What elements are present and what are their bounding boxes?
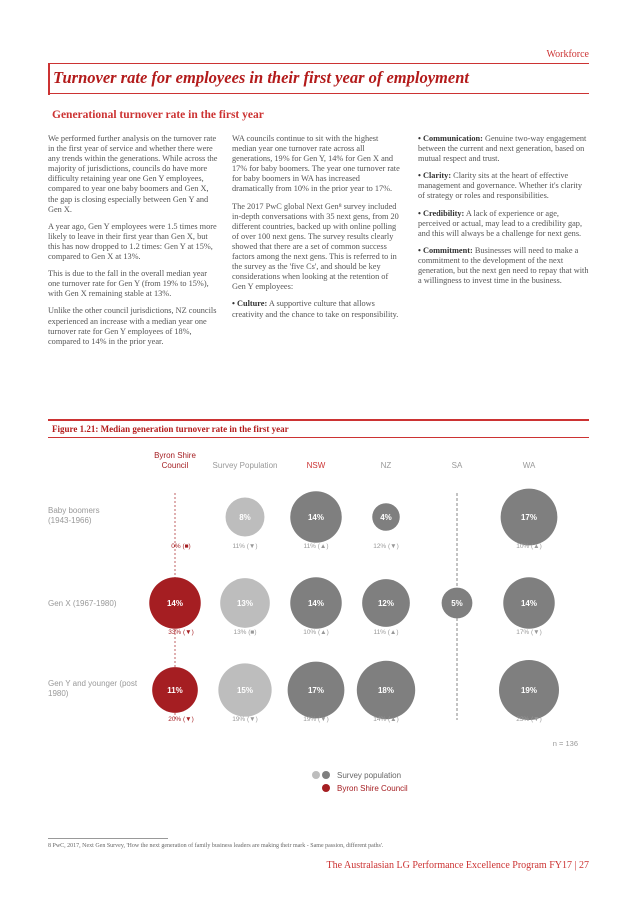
change-label: 17% (▼) (516, 629, 542, 636)
bubble-value: 8% (239, 513, 251, 522)
figure-rule-top (48, 419, 589, 421)
bubble-value: 15% (236, 686, 254, 695)
bullet-label: • Clarity: (418, 171, 452, 181)
bubble-value: 5% (451, 599, 463, 608)
title-rule (48, 93, 589, 94)
paragraph: A year ago, Gen Y employees were 1.5 times more likely to leave in their first year than Gen X, but this has now dropped to 1.2 times: Gen Y at 15%, compared to Gen X at 13%. (48, 221, 217, 262)
page-footer: The Australasian LG Performance Excellence Program FY17 | 27 (326, 860, 589, 871)
legend-swatch (312, 771, 320, 779)
paragraph: Unlike the other council jurisdictions, NZ councils experienced an increase with a median year one turnover rate for Gen Y employees of 18%, compared to 14% in the prior year. (48, 306, 217, 346)
bubble-value: 17% (307, 686, 325, 695)
sample-size-note: n = 136 (552, 739, 578, 748)
title-accent-bar (48, 63, 50, 95)
change-label: 12% (▼) (373, 543, 399, 550)
bullet-label: • Commitment: (418, 245, 473, 255)
bullet-label: • Credibility: (418, 208, 465, 218)
bubble-value: 19% (520, 686, 538, 695)
change-label: 19% (▼) (232, 716, 258, 723)
legend-label: Byron Shire Council (337, 784, 408, 793)
change-label: 10% (▲) (516, 543, 542, 550)
row-label: (1943-1966) (48, 516, 92, 525)
change-label: 20% (▼) (168, 716, 194, 723)
section-tag: Workforce (546, 49, 589, 60)
bubble-value: 18% (377, 686, 395, 695)
change-label: 0% (■) (171, 543, 191, 550)
change-label: 19% (▼) (303, 716, 329, 723)
change-label: 11% (▼) (232, 543, 258, 550)
column-header: SA (451, 461, 463, 470)
figure-title: Figure 1.21: Median generation turnover rate in the first year (52, 424, 289, 434)
bullet-communication (418, 134, 590, 164)
bullet-text: A supportive culture that allows creativity and the chance to take on responsibility. (232, 299, 399, 319)
text-column-3 (418, 134, 590, 293)
column-header: Council (161, 461, 189, 470)
change-label: 11% (▲) (303, 543, 329, 550)
bubble-chart (0, 445, 637, 805)
bubble-value: 12% (377, 599, 395, 608)
paragraph: WA councils continue to sit with the highest median year one turnover rate across all generations, 19% for Gen Y, 14% for Gen X and 17% for baby boomers. The year one turnover rate for baby boomers in WA has increased dramatically from 10% in the prior year to 17%. (232, 134, 400, 194)
row-label: Gen Y and younger (post (48, 679, 138, 688)
bullet-text: Clarity sits at the heart of effective management and governance. Whether it's clarity of strategy or roles and responsibilities. (418, 171, 582, 201)
bullet-text: Genuine two-way engagement between the current and next generation, based on mutual respect and trust. (418, 134, 587, 164)
bubble-value: 17% (520, 513, 538, 522)
column-header: Survey Population (212, 461, 278, 470)
bullet-text: A lack of experience or age, perceived or actual, may lead to a credibility gap, and this will always be a challenge for next gens. (418, 208, 583, 238)
column-header: WA (522, 461, 536, 470)
legend-swatch (322, 771, 330, 779)
legend-swatch (322, 784, 330, 792)
bubble-value: 14% (166, 599, 184, 608)
page-title: Turnover rate for employees in their first year of employment (53, 68, 469, 87)
bullet-label: • Communication: (418, 134, 483, 143)
paragraph: We performed further analysis on the turnover rate in the first year of service and whether there were any trends within the generations. While across the majority of jurisdictions, councils do have more difficulty retaining year one Gen Y employees, compared to year one baby boomers and Gen X, the gap is closing especially between Gen Y and Gen X. (48, 134, 218, 214)
change-label: 23% (▼) (516, 716, 542, 723)
change-label: 10% (▲) (303, 629, 329, 636)
change-label: 11% (▲) (373, 629, 399, 636)
column-header: NSW (306, 461, 326, 470)
bubble-value: 14% (307, 599, 325, 608)
bullet-commitment (418, 246, 590, 286)
footnote: 8 PwC, 2017, Next Gen Survey, 'How the next generation of family business leaders are making their mark - Same passion, different paths'. (48, 843, 384, 849)
row-label: Baby boomers (48, 506, 100, 515)
change-label: 13% (■) (233, 629, 257, 636)
bubble-value: 4% (380, 513, 392, 522)
footnote-rule (48, 838, 168, 839)
paragraph: The 2017 PwC global Next Gen⁸ survey included in-depth conversations with 35 next gens, from 20 different countries, backed up with online polling of over 100 next gens. The survey results clearly showed that there are a set of common success factors among the next gens. This is referred to in the survey as the 'five Cs', and should be key considerations when looking at the retention of Gen Y employees: (232, 201, 399, 292)
bubble-value: 11% (167, 686, 183, 695)
bullet-culture (232, 299, 402, 319)
bullet-clarity (418, 171, 590, 201)
bullet-text: Businesses will need to make a commitment to the development of the next generation, but the next gen need to repay that with a willingness to invest time in the business. (418, 245, 589, 286)
top-rule (48, 63, 589, 64)
paragraph: This is due to the fall in the overall median year one turnover rate for Gen Y (from 19% to 15%), with Gen X remaining stable at 13%. (48, 269, 209, 299)
column-header: NZ (380, 461, 392, 470)
text-column-2 (232, 134, 402, 327)
row-label: 1980) (48, 689, 69, 698)
bubble-value: 14% (520, 599, 538, 608)
change-label: 33% (▼) (168, 629, 194, 636)
figure-rule-bottom (48, 437, 589, 438)
bullet-label: • Culture: (232, 299, 268, 309)
bubble-value: 14% (307, 513, 325, 522)
column-header: Byron Shire (154, 451, 196, 460)
section-subtitle: Generational turnover rate in the first year (52, 109, 264, 121)
change-label: 14% (▲) (373, 716, 399, 723)
legend-label: Survey population (337, 771, 402, 780)
row-label: Gen X (1967-1980) (48, 599, 117, 608)
text-column-1 (48, 134, 218, 354)
bubble-value: 13% (236, 599, 254, 608)
bullet-credibility (418, 209, 590, 239)
